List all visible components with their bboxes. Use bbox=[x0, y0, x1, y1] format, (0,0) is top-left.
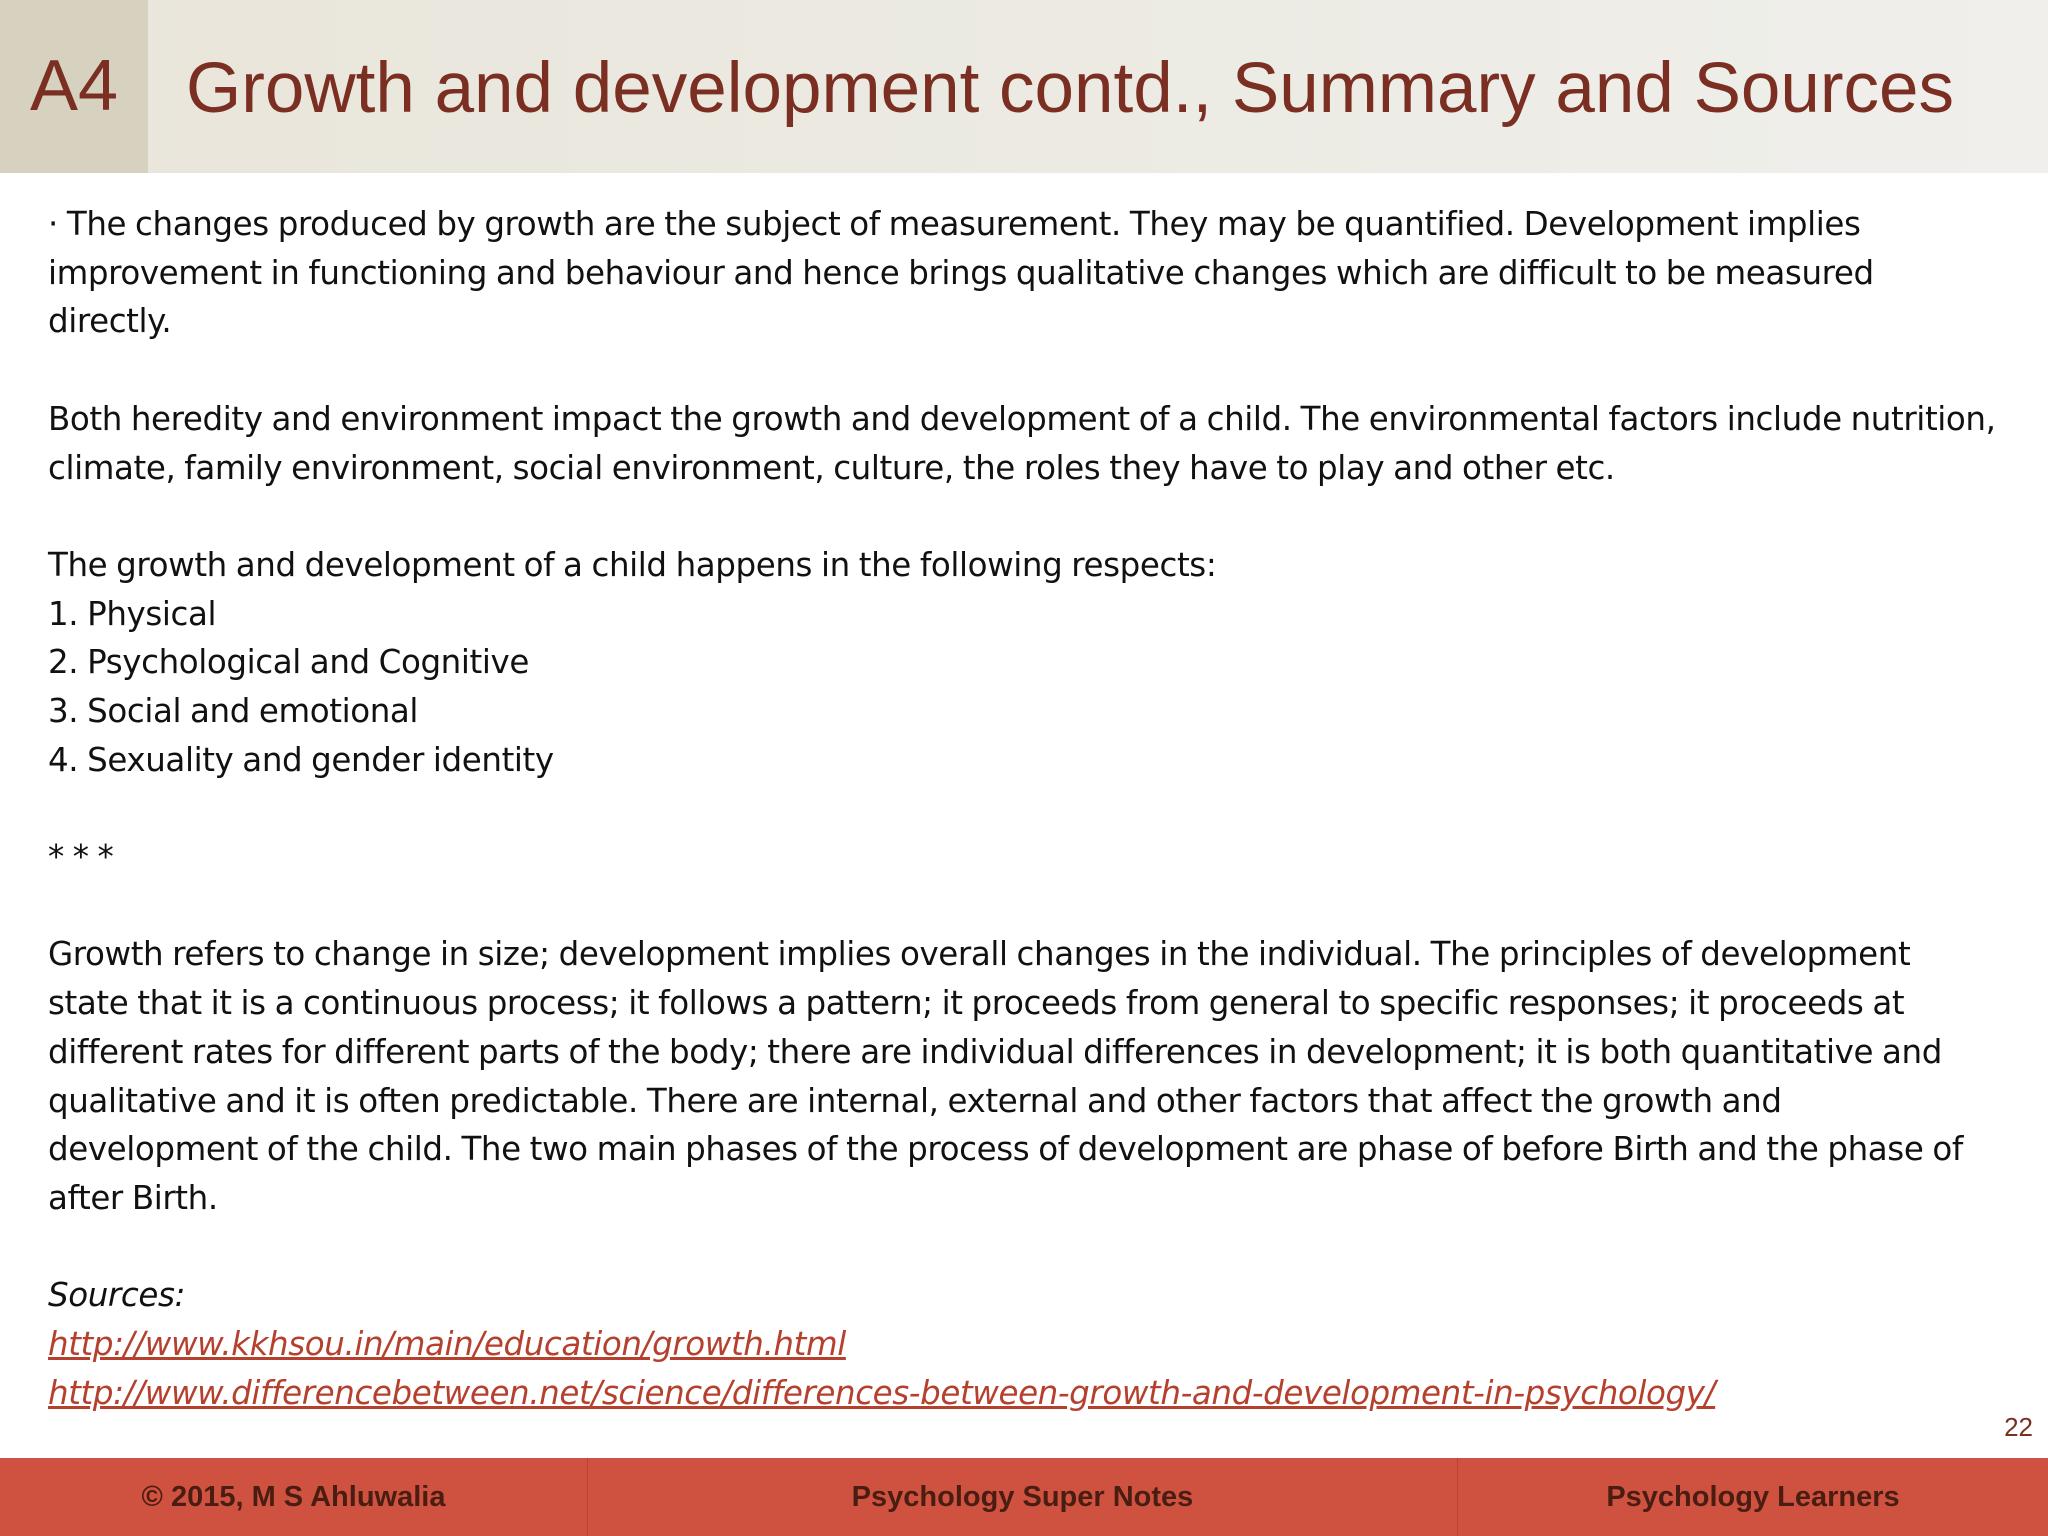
slide-header bbox=[0, 0, 2048, 173]
list-item-physical: 1. Physical bbox=[48, 594, 217, 633]
spacer bbox=[48, 1223, 1998, 1272]
paragraph-measurement: · The changes produced by growth are the subject of measurement. They may be quantified. Development implies improvement in functioning and behaviour and hence brings qualitative changes which are difficult to be measured directly. bbox=[48, 205, 1874, 341]
summary-paragraph: Growth refers to change in size; development implies overall changes in the individual. The principles of development state that it is a continuous process; it follows a pattern; it proceeds from general to specific responses; it proceeds at different rates for different parts of the body; there are individual differences in development; it is both quantitative and qualitative and it is often predictable. There are internal, external and other factors that affect the growth and development of the child. The two main phases of the process of development are phase of before Birth and the phase of after Birth. bbox=[48, 935, 1963, 1217]
paragraph-heredity-environment: Both heredity and environment impact the growth and development of a child. The environmental factors include nutrition, climate, family environment, social environment, culture, the roles they have to play and other etc. bbox=[48, 399, 1996, 487]
slide-title: Growth and development contd., Summary and Sources bbox=[186, 49, 1955, 128]
list-item-psychological: 2. Psychological and Cognitive bbox=[48, 643, 529, 682]
list-item-social: 3. Social and emotional bbox=[48, 692, 419, 730]
spacer bbox=[48, 784, 1998, 833]
spacer bbox=[48, 882, 1998, 931]
footer-right-title: Psychology Learners bbox=[1606, 1481, 1900, 1513]
separator: * * * bbox=[48, 838, 114, 877]
list-item-sexuality: 4. Sexuality and gender identity bbox=[48, 740, 554, 779]
sources-label: Sources: bbox=[48, 1276, 186, 1315]
section-code: A4 bbox=[0, 0, 148, 173]
spacer bbox=[48, 346, 1998, 395]
spacer bbox=[48, 492, 1998, 541]
source-link-kkhsou[interactable]: http://www.kkhsou.in/main/education/growth.html bbox=[48, 1325, 846, 1364]
page-number: 22 bbox=[2004, 1412, 2033, 1442]
footer-center-title: Psychology Super Notes bbox=[588, 1458, 1458, 1536]
list-intro: The growth and development of a child happens in the following respects: bbox=[48, 545, 1217, 584]
slide-body bbox=[48, 200, 1998, 1418]
footer bbox=[0, 1458, 2048, 1536]
footer-copyright: © 2015, M S Ahluwalia bbox=[0, 1458, 588, 1536]
source-link-differencebetween[interactable]: http://www.differencebetween.net/science/differences-between-growth-and-development-in-psychology/ bbox=[48, 1373, 1716, 1412]
